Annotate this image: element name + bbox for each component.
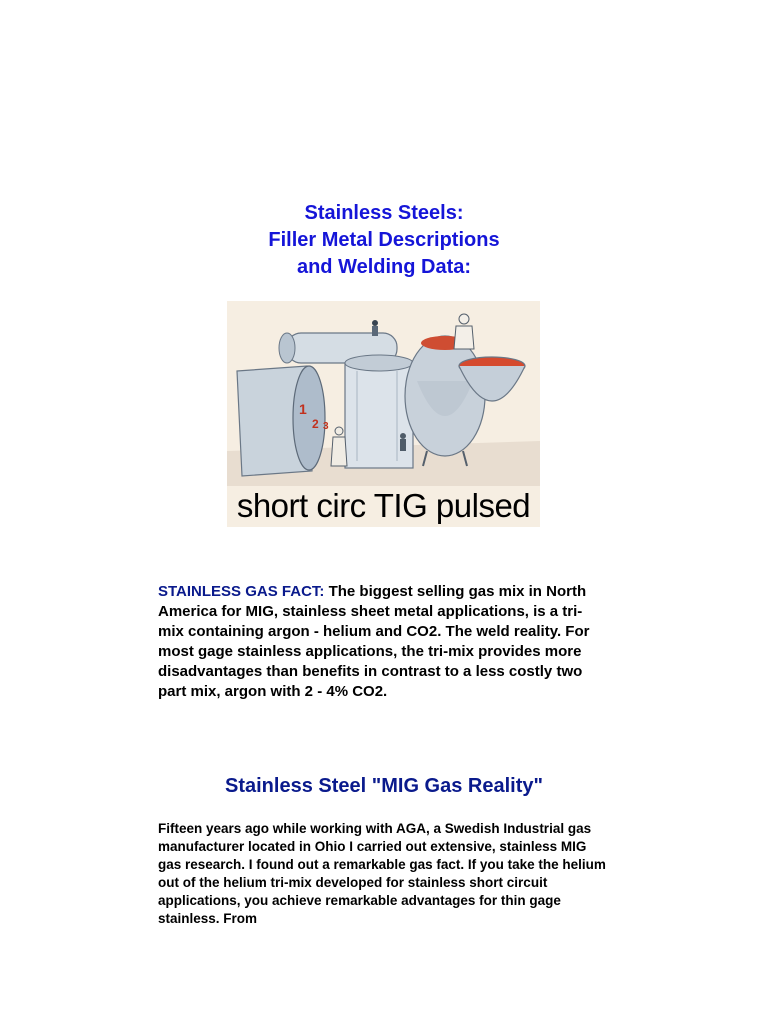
tank-label-2: 2 (312, 417, 319, 431)
gas-fact-text: The biggest selling gas mix in North America for MIG, stainless sheet metal applications, is a tri-mix containing argon - helium and CO2. The weld reality. For most gage stainless applications, the tri-mix provides more disadvantages than benefits in contrast to a less costly two part mix, argon with 2 - 4% CO2. (158, 583, 590, 700)
section-heading: Stainless Steel "MIG Gas Reality" (225, 775, 543, 797)
title-line-2: Filler Metal Descriptions (268, 229, 500, 251)
body-paragraph: Fifteen years ago while working with AGA, a Swedish Industrial gas manufacturer located in Ohio I carried out extensive, stainless MIG gas research. I found out a remarkable gas fact. If you take the helium out of the helium tri-mix developed for stainless short circuit applications, you achieve remarkable advantages for thin gage stainless. From (158, 821, 606, 926)
tank-illustration (227, 301, 540, 527)
tank-label-1: 1 (299, 401, 307, 417)
title-line-3: and Welding Data: (296, 256, 472, 278)
document-title (0, 200, 768, 281)
title-line-1: Stainless Steels: (304, 202, 464, 224)
gas-fact-label: STAINLESS GAS FACT: (158, 583, 325, 600)
gas-fact-paragraph (158, 582, 608, 702)
illustration-caption: short circ TIG pulsed (236, 487, 531, 524)
tank-label-3: 3 (323, 421, 329, 432)
